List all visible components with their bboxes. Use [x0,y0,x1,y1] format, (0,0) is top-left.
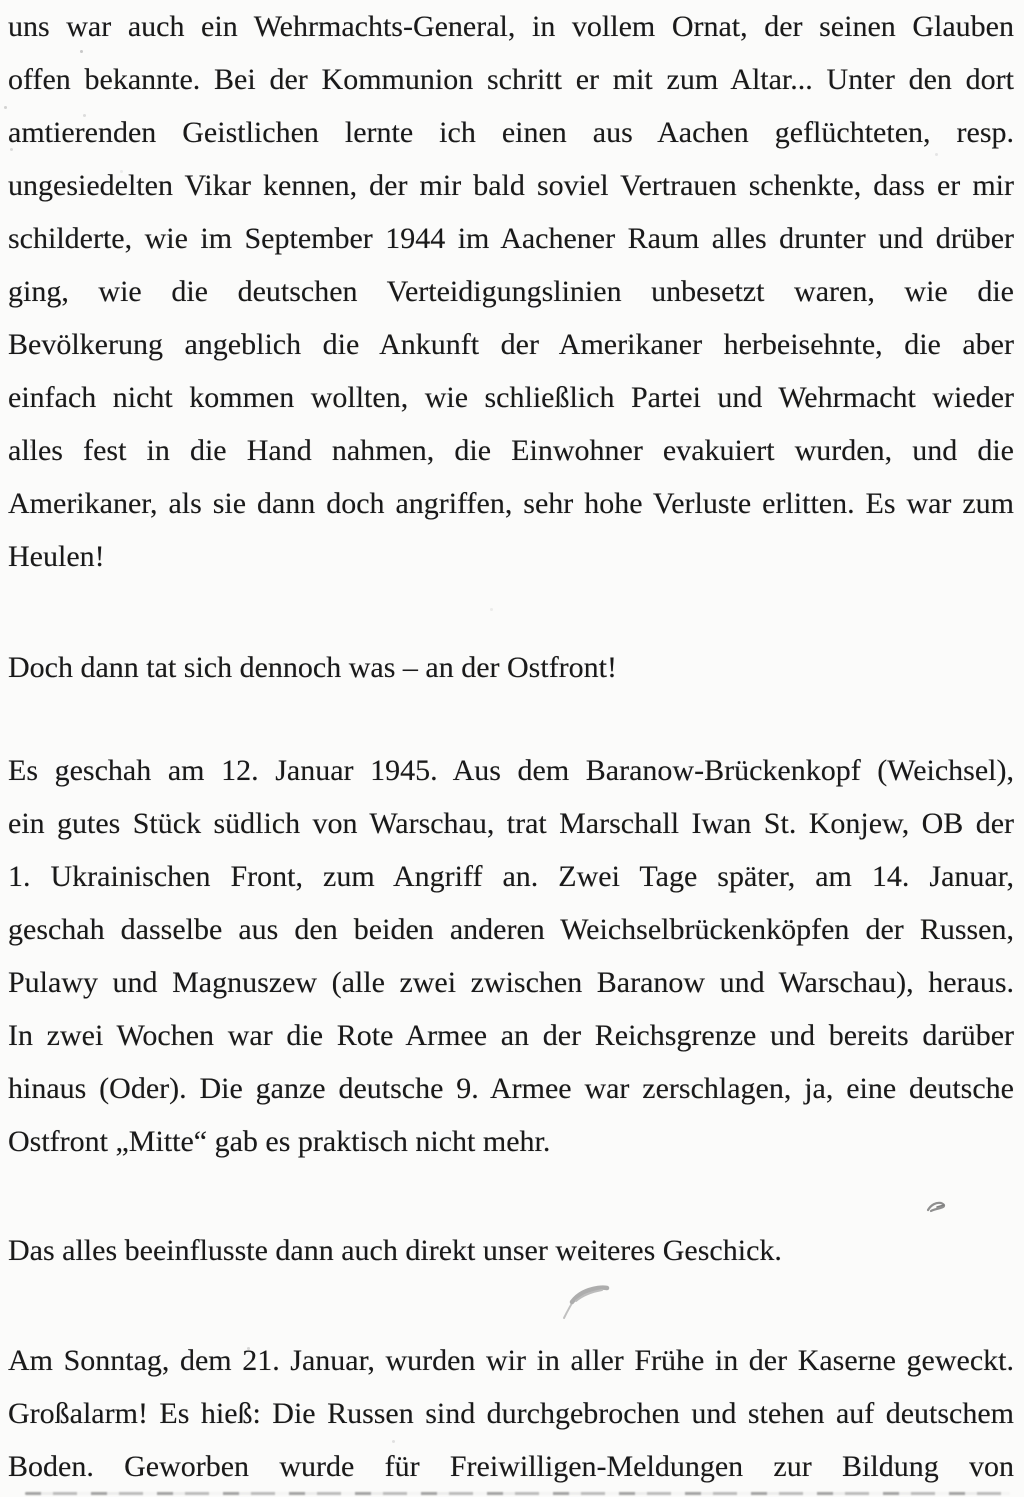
text-line: Bevölkerung angeblich die Ankunft der Amerikaner herbeisehnte, die aber [8,328,1014,361]
text-line: uns war auch ein Wehrmachts-General, in vollem Ornat, der seinen Glauben [8,10,1014,43]
text-line: ungesiedelten Vikar kennen, der mir bald soviel Vertrauen schenkte, dass er mir [8,169,1014,202]
text-line: offen bekannte. Bei der Kommunion schritt er mit zum Altar... Unter den dort [8,63,1014,96]
text-line: hinaus (Oder). Die ganze deutsche 9. Armee war zerschlagen, ja, eine deutsche [8,1072,1014,1105]
paragraph-1 [8,0,1014,583]
paragraph-3 [8,744,1014,1168]
text-line: 1. Ukrainischen Front, zum Angriff an. Zwei Tage später, am 14. Januar, [8,860,1014,893]
text-line: ging, wie die deutschen Verteidigungslinien unbesetzt waren, wie die [8,275,1014,308]
text-line: geschah dasselbe aus den beiden anderen Weichselbrückenköpfen der Russen, [8,913,1014,946]
pencil-smudge-artifact [558,1282,610,1322]
text-line: amtierenden Geistlichen lernte ich einen aus Aachen geflüchteten, resp. [8,116,1014,149]
paragraph-5 [8,1334,1014,1493]
text-line: einfach nicht kommen wollten, wie schließlich Partei und Wehrmacht wieder [8,381,1014,414]
text-line: Heulen! [8,540,105,573]
text-line: Doch dann tat sich dennoch was – an der Ostfront! [8,651,617,684]
text-line: Es geschah am 12. Januar 1945. Aus dem Baranow-Brückenkopf (Weichsel), [8,754,1014,787]
text-line: Das alles beeinflusste dann auch direkt unser weiteres Geschick. [8,1234,782,1267]
text-line: schilderte, wie im September 1944 im Aachener Raum alles drunter und drüber [8,222,1014,255]
text-line: Großalarm! Es hieß: Die Russen sind durchgebrochen und stehen auf deutschem [8,1397,1014,1430]
ink-speck-artifact [926,1198,948,1216]
text-line: Ostfront „Mitte“ gab es praktisch nicht mehr. [8,1125,551,1158]
text-line: Pulawy und Magnuszew (alle zwei zwischen Baranow und Warschau), heraus. [8,966,1014,999]
text-line: In zwei Wochen war die Rote Armee an der Reichsgrenze und bereits darüber [8,1019,1014,1052]
paragraph-2 [8,641,1014,694]
text-line: Am Sonntag, dem 21. Januar, wurden wir in aller Frühe in der Kaserne geweckt. [8,1344,1014,1377]
text-line: ein gutes Stück südlich von Warschau, trat Marschall Iwan St. Konjew, OB der [8,807,1014,840]
text-line: Boden. Geworben wurde für Freiwilligen-Meldungen zur Bildung von [8,1450,1014,1483]
text-line: Amerikaner, als sie dann doch angriffen, sehr hohe Verluste erlitten. Es war zum [8,487,1014,520]
paragraph-4 [8,1224,1014,1277]
text-line: alles fest in die Hand nahmen, die Einwohner evakuiert wurden, und die [8,434,1014,467]
